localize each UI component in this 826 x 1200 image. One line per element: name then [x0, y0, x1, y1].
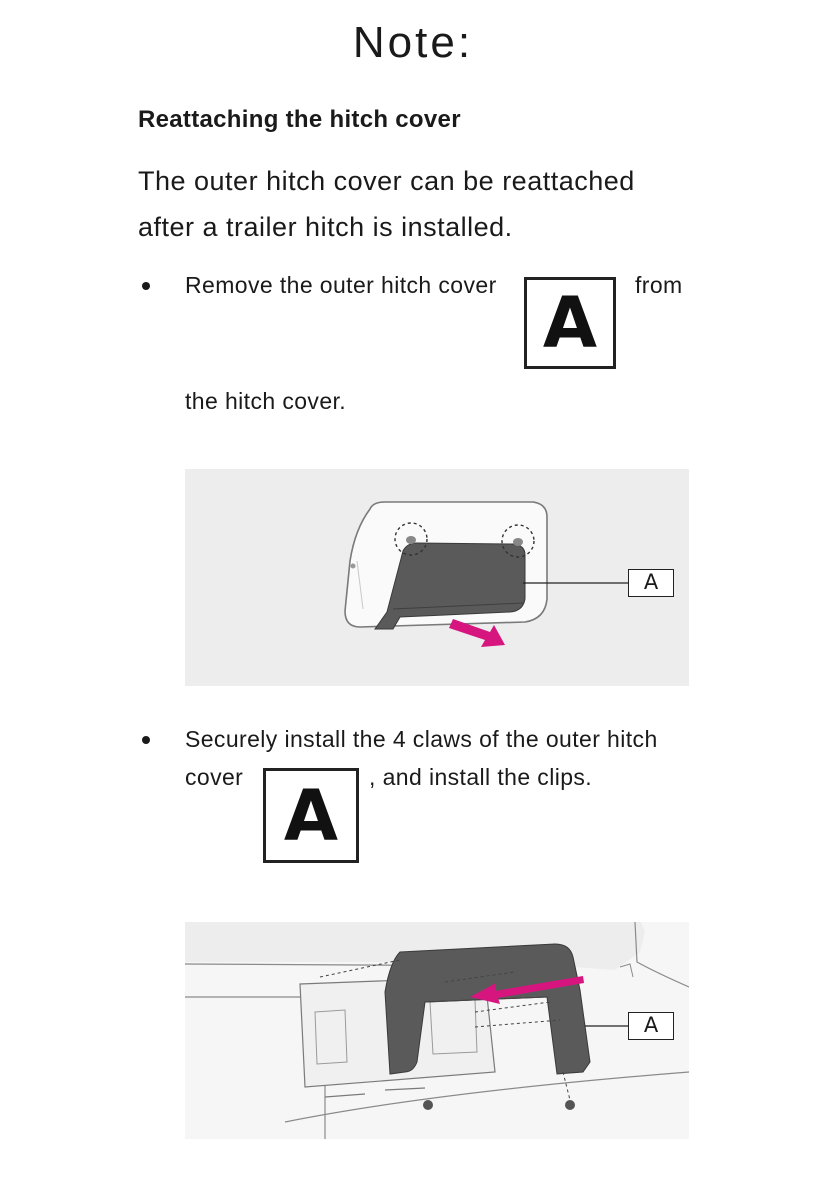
letter-a-callout-icon: A	[263, 768, 359, 863]
figure2-label-a: A	[628, 1012, 674, 1040]
letter-a-callout-icon: A	[524, 277, 616, 369]
page-title: Note:	[352, 18, 474, 67]
step2-text-after: , and install the clips.	[369, 764, 593, 790]
step1-text-after: from	[635, 272, 683, 298]
step1-text-continued: the hitch cover.	[185, 388, 347, 414]
step2-text-line1: Securely install the 4 claws of the outer hitch	[185, 726, 658, 752]
bullet-dot-icon	[142, 736, 150, 744]
section-heading: Reattaching the hitch cover	[138, 106, 461, 133]
bullet-dot-icon	[142, 282, 150, 290]
hitch-cover-removal-figure	[185, 469, 689, 686]
step1-text: Remove the outer hitch cover	[185, 272, 497, 298]
figure1-label-a: A	[628, 569, 674, 597]
hitch-cover-install-figure	[185, 922, 689, 1139]
intro-paragraph: The outer hitch cover can be reattached after a trailer hitch is installed.	[138, 166, 635, 242]
step2-text-before: cover	[185, 764, 244, 790]
